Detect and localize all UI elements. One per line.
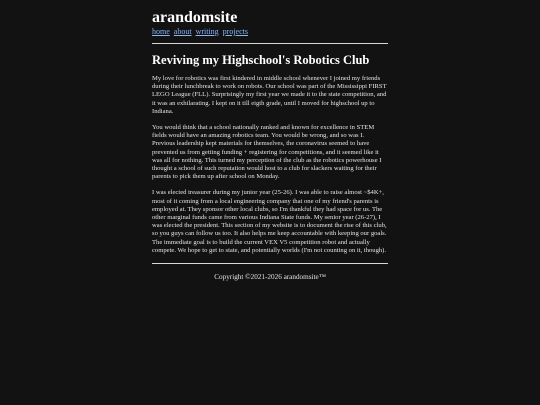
page-container (152, 8, 388, 282)
nav-link-writing[interactable]: writing (195, 27, 219, 36)
post-paragraph: My love for robotics was first kindered in middle school whenever I joined my friends during their lunchbreak to work on robots. Our school was part of the Mississippi FIRST LEGO League (FLL). Surprisingly my first year we made it to the state competition, and it was an exhilarating. I kept on it till eigth grade, until I moved for highschool up to Indiana. (152, 75, 387, 115)
nav-link-home[interactable]: home (152, 27, 170, 36)
nav-link-about[interactable]: about (173, 27, 192, 36)
footer-divider (152, 263, 388, 264)
post-paragraph: You would think that a school nationally ranked and known for excellence in STEM fields would have an amazing robotics team. You would be wrong, and so was I. Previous leadership kept materials for themselves, the coronavirus seemed to have prevented us from getting funding + registering for competitions, and it seemed like it was all for nothing. This turned my perception of the club as the robotics powerhouse I thought a school of such reputation would host to a club for slackers waiting for their parents to pick them up after school on Monday. (152, 124, 382, 181)
post-paragraph: I was elected treasurer during my junior year (25-26). I was able to raise almost ~$4K+, most of it coming from a local engineering company that one of my friend's parents is employed at. They sponsor other local clubs, so I'm thankful they had space for us. The other marginal funds came from various Indiana State funds. My senior year (26-27), I was elected the president. This section of my website is to document the rise of this club, so you guys can follow us too. It also helps me keep accountable with keeping our goals. The immediate goal is to build the current VEX V5 competition robot and actually compete. We hope to get to state, and potentially worlds (I'm not counting on it, though). (152, 189, 387, 254)
nav-link-projects[interactable]: projects (222, 27, 248, 36)
post-title: Reviving my Highschool's Robotics Club (152, 53, 370, 67)
site-title: arandomsite (152, 9, 238, 26)
post-article (152, 53, 388, 255)
site-footer: Copyright ©2021-2026 arandomsite™ (214, 273, 326, 282)
header-divider (152, 43, 388, 44)
site-nav (152, 27, 388, 37)
